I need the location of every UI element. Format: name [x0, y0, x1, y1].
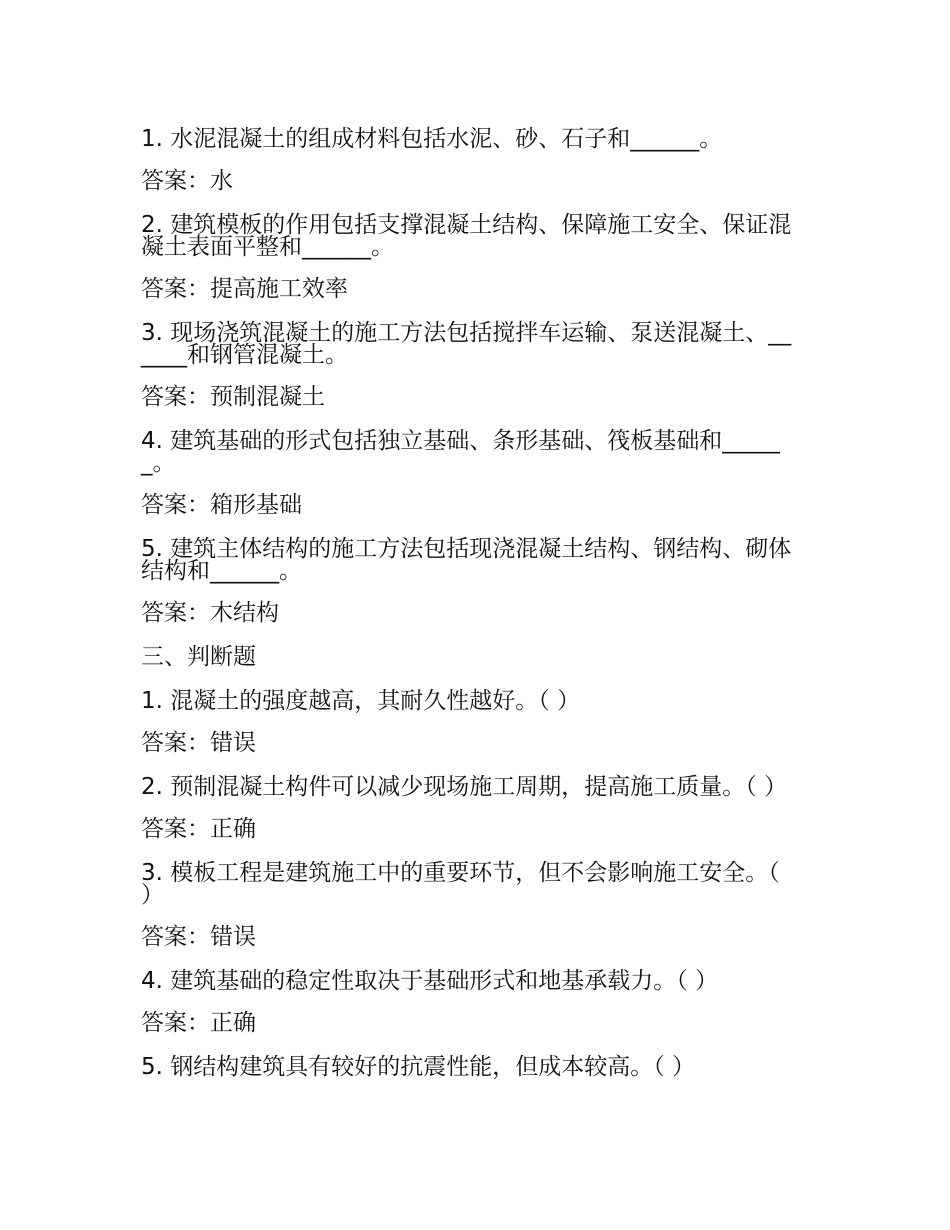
true-false-question: 2. 预制混凝土构件可以减少现场施工周期，提高施工质量。（ ） [141, 774, 788, 800]
fill-in-answer: 答案：预制混凝土 [141, 384, 325, 410]
true-false-question: 5. 钢结构建筑具有较好的抗震性能，但成本较高。（ ） [141, 1054, 696, 1080]
fill-in-answer: 答案：水 [141, 168, 233, 194]
fill-in-answer: 答案：木结构 [141, 600, 279, 626]
section-title: 三、判断题 [141, 644, 256, 670]
true-false-answer: 答案：错误 [141, 730, 256, 756]
fill-in-answer: 答案：箱形基础 [141, 492, 302, 518]
fill-in-answer: 答案：提高施工效率 [141, 276, 348, 302]
document-content [141, 128, 796, 1078]
fill-in-question: 5. 建筑主体结构的施工方法包括现浇混凝土结构、钢结构、砌体结构和______。 [141, 536, 792, 584]
fill-in-question: 1. 水泥混凝土的组成材料包括水泥、砂、石子和______。 [141, 126, 723, 152]
true-false-answer: 答案：正确 [141, 816, 256, 842]
true-false-question: 1. 混凝土的强度越高，其耐久性越好。（ ） [141, 688, 581, 714]
fill-in-question: 3. 现场浇筑混凝土的施工方法包括搅拌车运输、泵送混凝土、______和钢管混凝土。 [141, 320, 792, 368]
true-false-answer: 答案：错误 [141, 924, 256, 950]
fill-in-question: 2. 建筑模板的作用包括支撑混凝土结构、保障施工安全、保证混凝土表面平整和______。 [141, 212, 792, 260]
true-false-answer: 答案：正确 [141, 1010, 256, 1036]
fill-in-question: 4. 建筑基础的形式包括独立基础、条形基础、筏板基础和______。 [141, 428, 780, 476]
true-false-question: 4. 建筑基础的稳定性取决于基础形式和地基承载力。（ ） [141, 968, 719, 994]
true-false-question: 3. 模板工程是建筑施工中的重要环节，但不会影响施工安全。（ ） [141, 860, 780, 908]
